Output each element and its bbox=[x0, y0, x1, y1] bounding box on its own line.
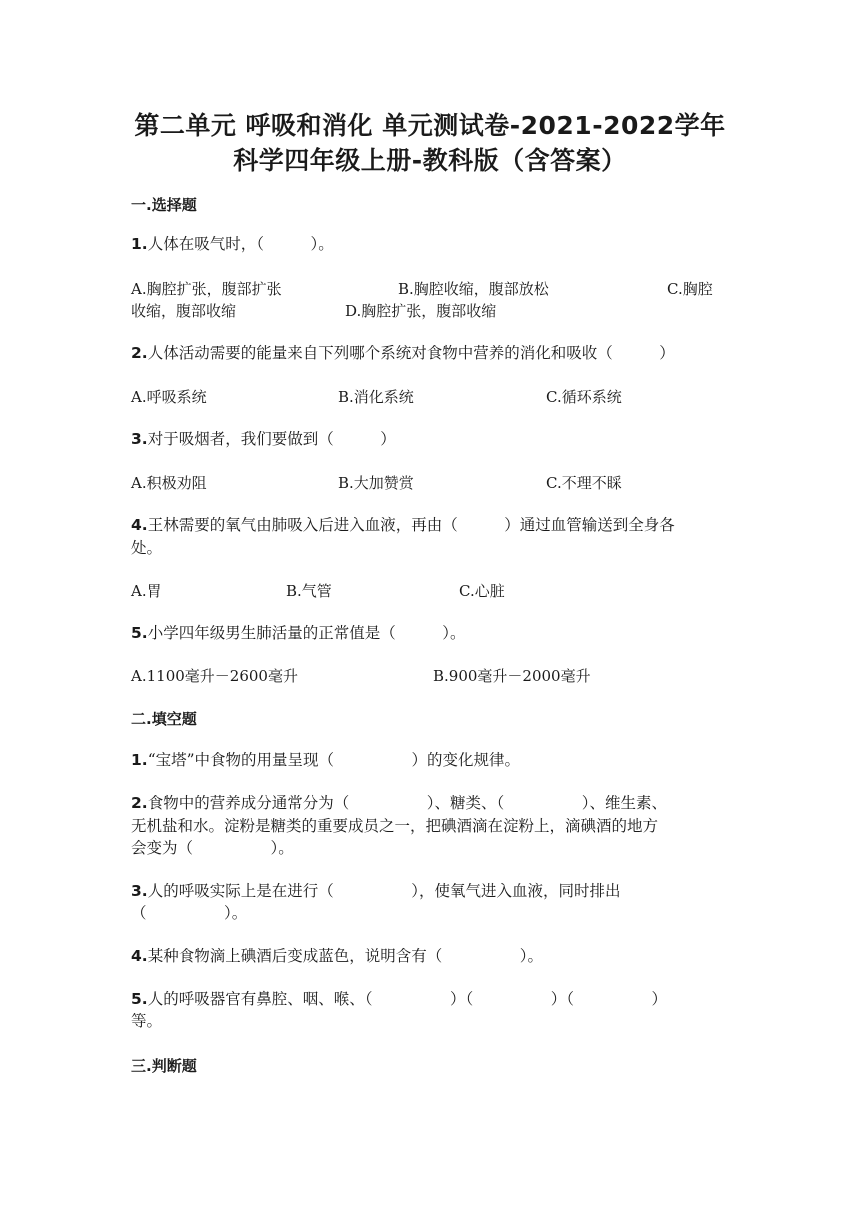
fill-question-2-line3: 会变为（ ）。 bbox=[131, 839, 294, 857]
fill-question-3-line2: （ ）。 bbox=[131, 904, 248, 922]
question-number: 2. bbox=[131, 794, 148, 812]
question-number: 2. bbox=[131, 344, 148, 362]
page-title-line1: 第二单元 呼吸和消化 单元测试卷-2021-2022学年 bbox=[134, 111, 726, 140]
choice-q1-option-c: C.胸腔 bbox=[667, 280, 713, 298]
choice-question-1 bbox=[131, 233, 731, 255]
question-text: “宝塔”中食物的用量呈现（ ）的变化规律。 bbox=[147, 751, 521, 769]
choice-question-4 bbox=[131, 514, 731, 536]
question-number: 1. bbox=[131, 751, 148, 769]
choice-q1-option-b: B.胸腔收缩，腹部放松 bbox=[398, 280, 549, 298]
section-heading-choice: 一.选择题 bbox=[131, 196, 197, 214]
fill-question-5-line2: 等。 bbox=[131, 1012, 163, 1030]
question-number: 5. bbox=[131, 624, 148, 642]
fill-question-4 bbox=[131, 945, 731, 967]
section-heading-fill: 二.填空题 bbox=[131, 710, 197, 728]
choice-question-4-cont: 处。 bbox=[131, 539, 163, 557]
question-text: 某种食物滴上碘酒后变成蓝色，说明含有（ ）。 bbox=[147, 947, 543, 965]
question-number: 4. bbox=[131, 516, 148, 534]
choice-q3-option-c: C.不理不睬 bbox=[546, 474, 622, 492]
choice-q2-option-a: A.呼吸系统 bbox=[131, 388, 207, 406]
choice-q5-option-a: A.1100毫升－2600毫升 bbox=[131, 667, 298, 685]
fill-question-5 bbox=[131, 988, 731, 1010]
choice-q1-option-d: D.胸腔扩张，腹部收缩 bbox=[345, 302, 497, 320]
choice-q5-option-b: B.900毫升－2000毫升 bbox=[433, 667, 591, 685]
question-number: 5. bbox=[131, 990, 148, 1008]
question-text: 人体活动需要的能量来自下列哪个系统对食物中营养的消化和吸收（ ） bbox=[147, 344, 675, 362]
choice-q4-option-b: B.气管 bbox=[286, 582, 332, 600]
choice-question-5 bbox=[131, 622, 731, 644]
choice-q2-option-b: B.消化系统 bbox=[338, 388, 414, 406]
choice-q3-option-a: A.积极劝阻 bbox=[131, 474, 207, 492]
fill-question-2-line2: 无机盐和水。淀粉是糖类的重要成员之一，把碘酒滴在淀粉上，滴碘酒的地方 bbox=[131, 817, 659, 835]
choice-q3-option-b: B.大加赞赏 bbox=[338, 474, 414, 492]
question-text: 人的呼吸器官有鼻腔、咽、喉、（ ）（ ）（ ） bbox=[147, 990, 667, 1008]
question-text: 人体在吸气时，（ ）。 bbox=[147, 235, 334, 253]
choice-q2-option-c: C.循环系统 bbox=[546, 388, 622, 406]
choice-question-3 bbox=[131, 428, 731, 450]
choice-q4-option-c: C.心脏 bbox=[459, 582, 505, 600]
fill-question-3 bbox=[131, 880, 731, 902]
question-number: 3. bbox=[131, 430, 148, 448]
choice-q4-option-a: A.胃 bbox=[131, 582, 162, 600]
choice-q1-option-c-cont: 收缩，腹部收缩 bbox=[131, 302, 237, 320]
question-text: 王林需要的氧气由肺吸入后进入血液，再由（ ）通过血管输送到全身各 bbox=[147, 516, 675, 534]
question-text: 小学四年级男生肺活量的正常值是（ ）。 bbox=[147, 624, 466, 642]
question-number: 4. bbox=[131, 947, 148, 965]
question-text: 食物中的营养成分通常分为（ ）、糖类、（ ）、维生素、 bbox=[147, 794, 667, 812]
fill-question-1 bbox=[131, 749, 731, 771]
question-text: 人的呼吸实际上是在进行（ ），使氧气进入血液，同时排出 bbox=[147, 882, 621, 900]
question-text: 对于吸烟者，我们要做到（ ） bbox=[147, 430, 396, 448]
question-number: 1. bbox=[131, 235, 148, 253]
fill-question-2 bbox=[131, 792, 731, 814]
choice-q1-option-a: A.胸腔扩张，腹部扩张 bbox=[131, 280, 282, 298]
page-title-line2: 科学四年级上册-教科版（含答案） bbox=[233, 146, 627, 175]
section-heading-judge: 三.判断题 bbox=[131, 1057, 197, 1075]
question-number: 3. bbox=[131, 882, 148, 900]
choice-question-2 bbox=[131, 342, 731, 364]
